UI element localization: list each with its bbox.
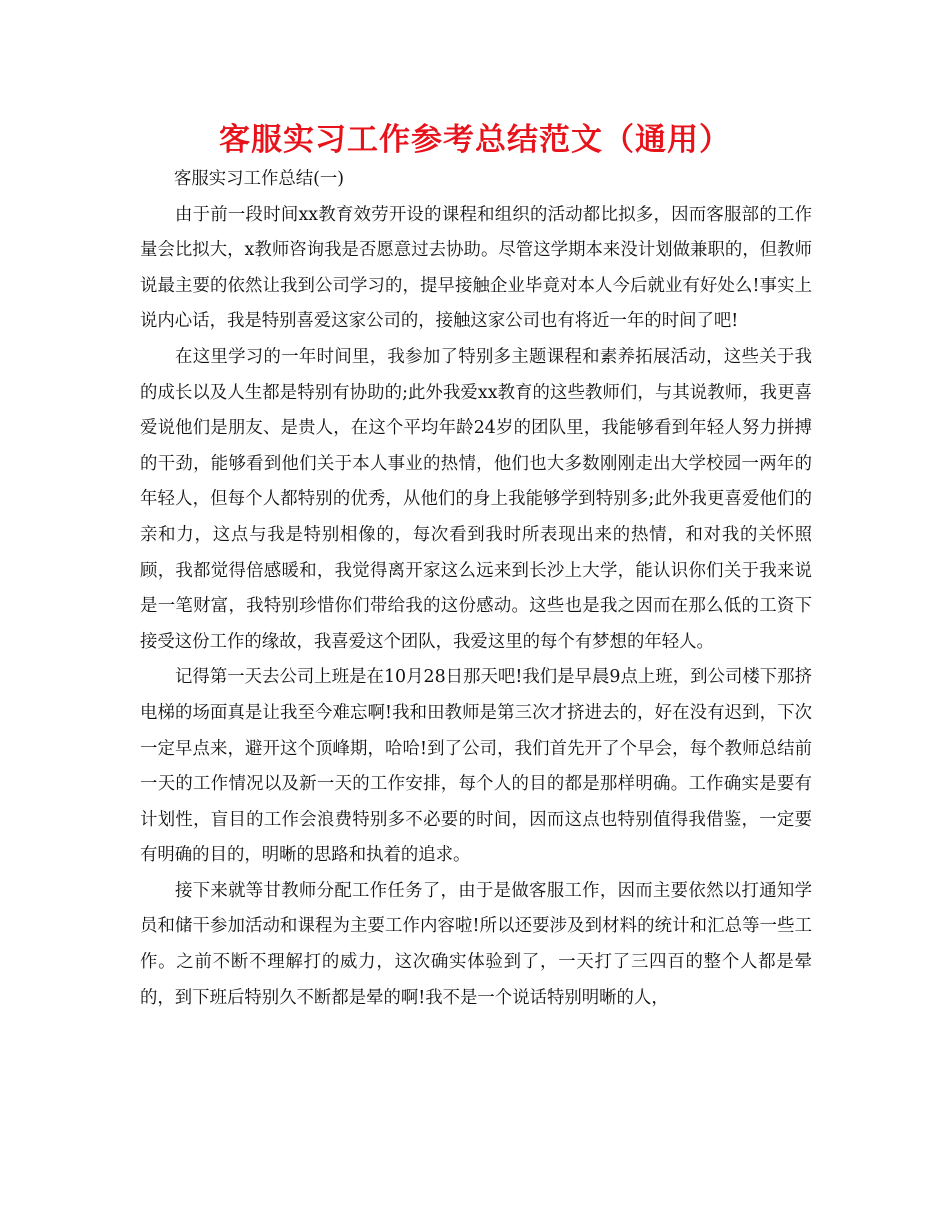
document-title: 客服实习工作参考总结范文（通用） [219, 122, 731, 158]
paragraph-4: 接下来就等甘教师分配工作任务了，由于是做客服工作，因而主要依然以打通知学员和储干参加活动和课程为主要工作内容啦!所以还要涉及到材料的统计和汇总等一些工作。之前不断不理解打的威力，这次确实体验到了，一天打了三四百的整个人都是晕的，到下班后特别久不断都是晕的啊!我不是一个说话特别明晰的人， [140, 880, 812, 1008]
paragraph-1: 由于前一段时间xx教育效劳开设的课程和组织的活动都比拟多，因而客服部的工作量会比拟大，x教师咨询我是否愿意过去协助。尽管这学期本来没计划做兼职的，但教师说最主要的依然让我到公司学习的，提早接触企业毕竟对本人今后就业有好处么!事实上说内心话，我是特别喜爱这家公司的，接触这家公司也有将近一年的时间了吧! [140, 204, 812, 332]
document-body [140, 162, 812, 1016]
paragraph-3: 记得第一天去公司上班是在10月28日那天吧!我们是早晨9点上班，到公司楼下那挤电梯的场面真是让我至今难忘啊!我和田教师是第三次才挤进去的，好在没有迟到，下次一定早点来，避开这个顶峰期，哈哈!到了公司，我们首先开了个早会，每个教师总结前一天的工作情况以及新一天的工作安排，每个人的目的都是那样明确。工作确实是要有计划性，盲目的工作会浪费特别多不必要的时间，因而这点也特别值得我借鉴，一定要有明确的目的，明晰的思路和执着的追求。 [140, 667, 812, 866]
paragraph-2: 在这里学习的一年时间里，我参加了特别多主题课程和素养拓展活动，这些关于我的成长以及人生都是特别有协助的;此外我爱xx教育的这些教师们，与其说教师，我更喜爱说他们是朋友、是贵人，在这个平均年龄24岁的团队里，我能够看到年轻人努力拼搏的干劲，能够看到他们关于本人事业的热情，他们也大多数刚刚走出大学校园一两年的年轻人，但每个人都特别的优秀，从他们的身上我能够学到特别多;此外我更喜爱他们的亲和力，这点与我是特别相像的，每次看到我时所表现出来的热情，和对我的关怀照顾，我都觉得倍感暖和，我觉得离开家这么远来到长沙上大学，能认识你们关于我来说是一笔财富，我特别珍惜你们带给我的这份感动。这些也是我之因而在那么低的工资下接受这份工作的缘故，我喜爱这个团队，我爱这里的每个有梦想的年轻人。 [140, 346, 812, 652]
section-heading: 客服实习工作总结(一) [174, 169, 345, 189]
